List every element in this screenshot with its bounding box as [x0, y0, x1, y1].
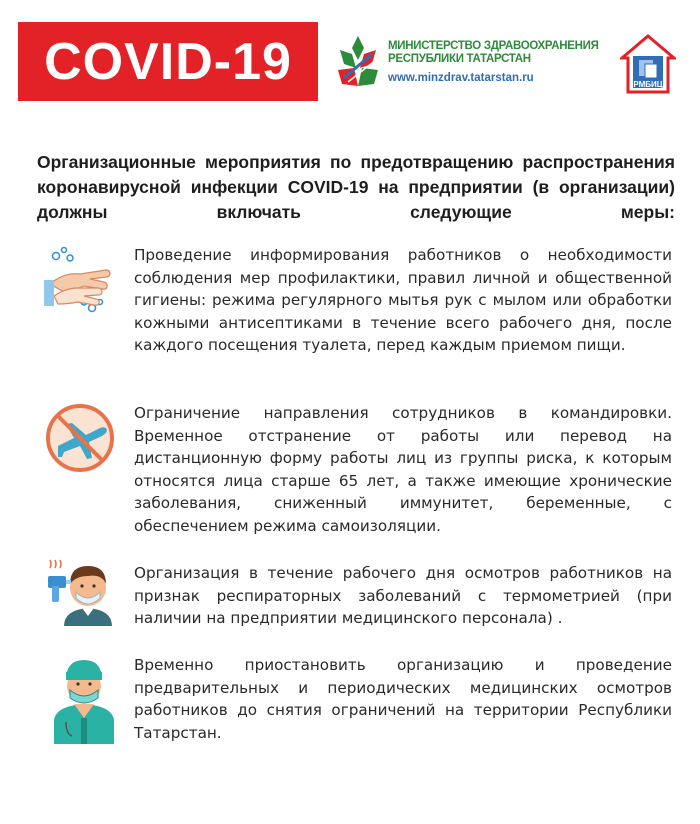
ministry-name-line2: РЕСПУБЛИКИ ТАТАРСТАН: [388, 53, 531, 65]
banner-title: COVID-19: [44, 32, 292, 91]
covid-banner: [18, 22, 318, 101]
item-text-4: Временно приостановить организацию и проведение предварительных и периодических медицинских осмотров работников до снятия ограничений на территории Республики Татарстан.: [134, 656, 672, 742]
item-text-3: Организация в течение рабочего дня осмотров работников на признак респираторных заболеваний с термометрией (при наличии на предприятии медицинского персонала) .: [134, 564, 672, 627]
ministry-name-line1: МИНИСТЕРСТВО ЗДРАВООХРАНЕНИЯ: [388, 40, 599, 52]
item-text-2: Ограничение направления сотрудников в командировки. Временное отстранение от работы или перевод на дистанционную форму работы лиц из группы риска, к которым относятся лица старше 65 лет, а также имеющие хронические заболевания, сниженный иммунитет, беременные, с обеспечением режима самоизоляции.: [134, 404, 672, 535]
thermometer-screening-icon: [44, 558, 120, 630]
ministry-url[interactable]: www.minzdrav.tatarstan.ru: [388, 72, 534, 84]
ministry-text: [388, 40, 618, 84]
page-heading: Организационные мероприятия по предотвращению распространения коронавирусной инфекции COVID-19 на предприятии (в организации) должны включать следующие меры:: [37, 152, 675, 222]
item-text-1: Проведение информирования работников о необходимости соблюдения мер профилактики, правил личной и общественной гигиены: режима регулярного мытья рук с мылом или обработки кожными антисептиками в течение всего рабочего дня, после каждого посещения туалета, перед каждым приемом пищи.: [134, 246, 672, 354]
medical-worker-icon: [48, 656, 120, 744]
no-travel-airplane-icon: [44, 402, 116, 474]
handwashing-icon: [44, 244, 116, 316]
ministry-logo-icon: [334, 34, 382, 88]
rmbic-logo-label: РМБИЦ: [633, 80, 663, 89]
